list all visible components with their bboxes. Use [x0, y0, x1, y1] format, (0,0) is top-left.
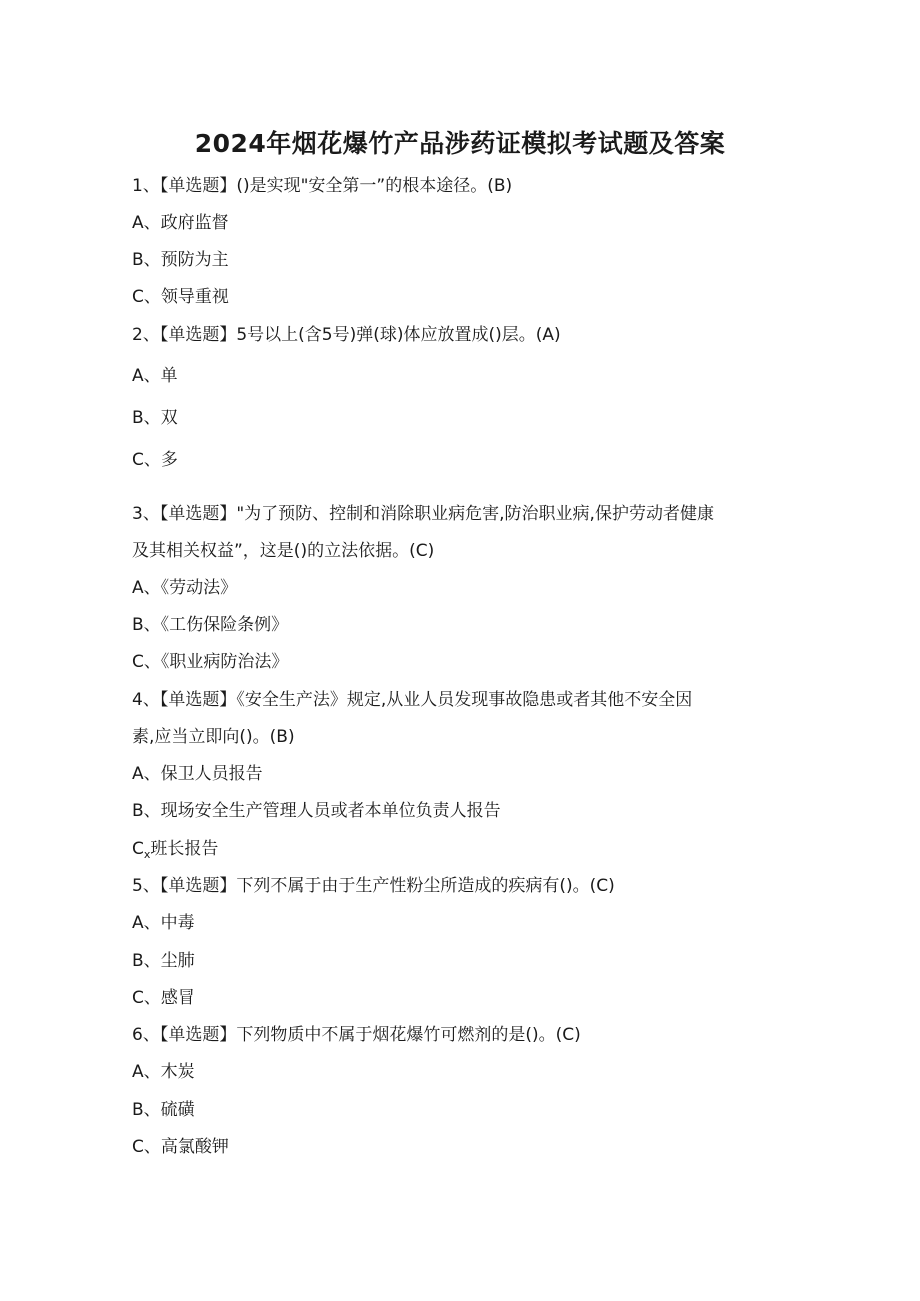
question-6-stem: 6、【单选题】下列物质中不属于烟花爆竹可燃剂的是()。(C)	[132, 1025, 581, 1045]
question-6-option-c: C、高氯酸钾	[132, 1137, 229, 1157]
page-title: 2024年烟花爆竹产品涉药证模拟考试题及答案	[194, 129, 726, 158]
question-6-option-a: A、木炭	[132, 1062, 195, 1082]
question-1-option-a: A、政府监督	[132, 213, 229, 233]
question-3-option-a: A、《劳动法》	[132, 578, 238, 598]
question-3-option-b: B、《工伤保险条例》	[132, 615, 289, 635]
question-2-option-c: C、多	[132, 450, 178, 470]
question-4-option-c-letter: C	[132, 839, 144, 859]
question-5-option-a: A、中毒	[132, 913, 195, 933]
question-5-stem: 5、【单选题】下列不属于由于生产性粉尘所造成的疾病有()。(C)	[132, 876, 615, 896]
question-2-option-a: A、单	[132, 366, 178, 386]
question-5-option-c: C、感冒	[132, 988, 195, 1008]
question-2-option-b: B、双	[132, 408, 178, 428]
question-3-option-c: C、《职业病防治法》	[132, 652, 289, 672]
question-2-stem: 2、【单选题】5号以上(含5号)弹(球)体应放置成()层。(A)	[132, 325, 561, 345]
question-4-option-c-text: 班长报告	[150, 839, 219, 859]
question-4-stem-line1: 4、【单选题】《安全生产法》规定,从业人员发现事故隐患或者其他不安全因	[132, 690, 693, 710]
question-3-stem-line1: 3、【单选题】"为了预防、控制和消除职业病危害,防治职业病,保护劳动者健康	[132, 504, 714, 524]
question-4-option-c-subscript: x	[143, 848, 151, 861]
question-5-option-b: B、尘肺	[132, 951, 195, 971]
question-4-option-a: A、保卫人员报告	[132, 764, 263, 784]
question-1-option-b: B、预防为主	[132, 250, 229, 270]
question-4-option-b: B、现场安全生产管理人员或者本单位负责人报告	[132, 801, 501, 821]
question-1-stem: 1、【单选题】()是实现"安全第一”的根本途径。(B)	[132, 176, 513, 196]
question-1-option-c: C、领导重视	[132, 287, 229, 307]
question-6-option-b: B、硫磺	[132, 1100, 195, 1120]
question-3-stem-line2: 及其相关权益”，这是()的立法依据。(C)	[132, 541, 435, 561]
question-4-stem-line2: 素,应当立即向()。(B)	[132, 727, 295, 747]
question-4-option-c	[132, 837, 218, 867]
